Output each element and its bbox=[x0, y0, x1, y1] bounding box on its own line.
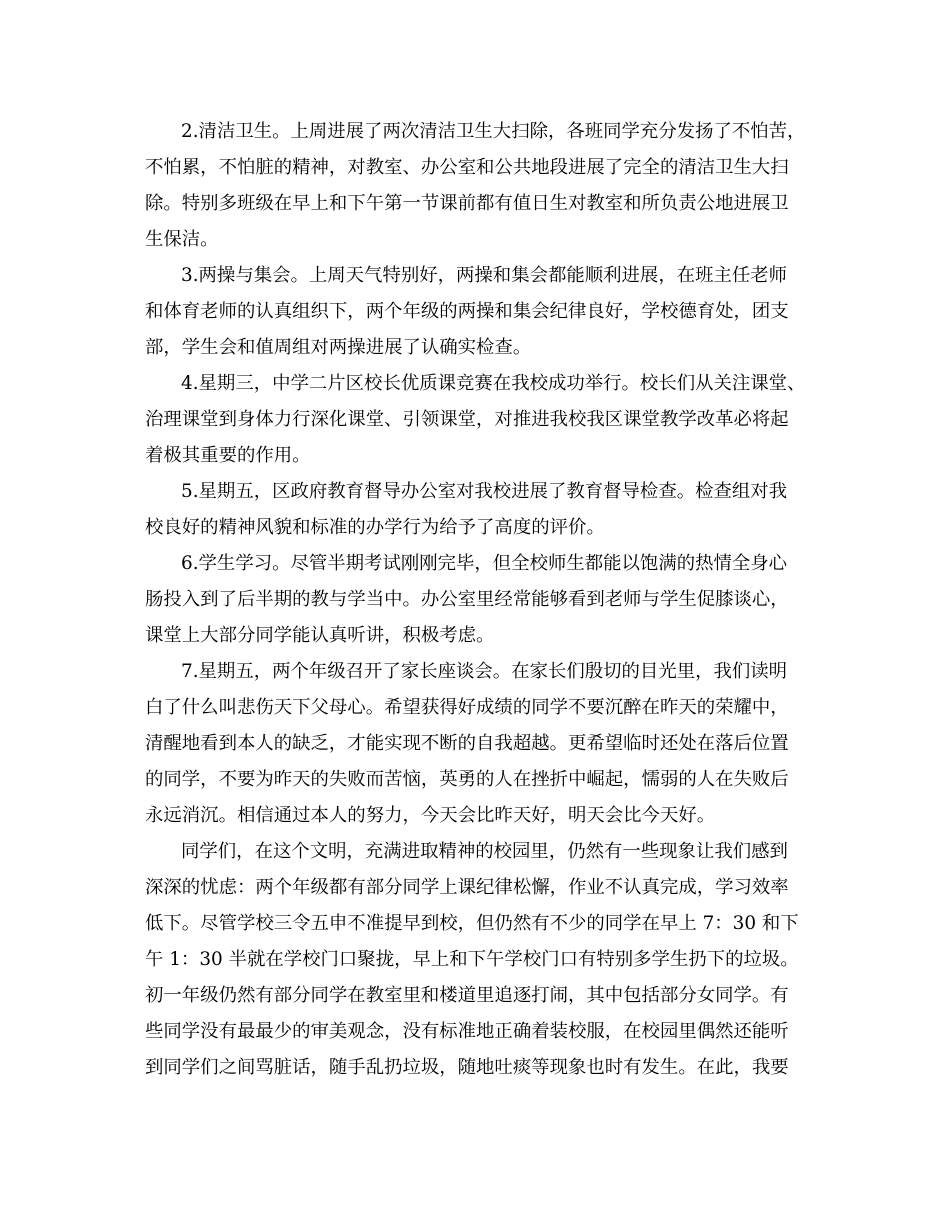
paragraph-line: 5.星期五，区政府教育督导办公室对我校进展了教育督导检查。检查组对我 bbox=[181, 481, 788, 502]
paragraph-line: 着极其重要的作用。 bbox=[145, 445, 311, 466]
paragraph-line: 肠投入到了后半期的教与学当中。办公室里经常能够看到老师与学生促膝谈心， bbox=[145, 589, 789, 610]
paragraph-line: 永远消沉。相信通过本人的努力，今天会比昨天好，明天会比今天好。 bbox=[145, 805, 716, 826]
paragraph-line: 校良好的精神风貌和标准的办学行为给予了高度的评价。 bbox=[145, 517, 605, 538]
paragraph-line: 治理课堂到身体力行深化课堂、引领课堂，对推进我校我区课堂教学改革必将起 bbox=[145, 409, 789, 430]
paragraph-line: 同学们，在这个文明，充满进取精神的校园里，仍然有一些现象让我们感到 bbox=[181, 841, 788, 862]
paragraph-line: 和体育老师的认真组织下，两个年级的两操和集会纪律良好，学校德育处，团支 bbox=[145, 301, 789, 322]
paragraph-line: 的同学，不要为昨天的失败而苦恼，英勇的人在挫折中崛起，懦弱的人在失败后 bbox=[145, 769, 789, 790]
paragraph-line: 部，学生会和值周组对两操进展了认确实检查。 bbox=[145, 337, 532, 358]
paragraph-line: 4.星期三，中学二片区校长优质课竞赛在我校成功举行。校长们从关注课堂、 bbox=[181, 373, 806, 394]
paragraph-line: 午 1：30 半就在学校门口聚拢，早上和下午学校门口有特别多学生扔下的垃圾。 bbox=[145, 949, 799, 970]
paragraph-line: 2.清洁卫生。上周进展了两次清洁卫生大扫除，各班同学充分发扬了不怕苦， bbox=[181, 121, 806, 142]
paragraph-line: 些同学没有最最少的审美观念，没有标准地正确着装校服，在校园里偶然还能听 bbox=[145, 1021, 789, 1042]
paragraph-line: 白了什么叫悲伤天下父母心。希望获得好成绩的同学不要沉醉在昨天的荣耀中， bbox=[145, 697, 789, 718]
paragraph-line: 生保洁。 bbox=[145, 229, 219, 250]
paragraph-line: 到同学们之间骂脏话，随手乱扔垃圾，随地吐痰等现象也时有发生。在此，我要 bbox=[145, 1057, 789, 1078]
paragraph-line: 深深的忧虑：两个年级都有部分同学上课纪律松懈，作业不认真完成，学习效率 bbox=[145, 877, 789, 898]
paragraph-line: 低下。尽管学校三令五申不准提早到校，但仍然有不少的同学在早上 7：30 和下 bbox=[145, 913, 799, 934]
paragraph-line: 初一年级仍然有部分同学在教室里和楼道里追逐打闹，其中包括部分女同学。有 bbox=[145, 985, 789, 1006]
document-body bbox=[145, 114, 805, 1086]
paragraph-line: 清醒地看到本人的缺乏，才能实现不断的自我超越。更希望临时还处在落后位置 bbox=[145, 733, 789, 754]
paragraph-line: 7.星期五，两个年级召开了家长座谈会。在家长们殷切的目光里，我们读明 bbox=[181, 661, 788, 682]
paragraph-line: 6.学生学习。尽管半期考试刚刚完毕，但全校师生都能以饱满的热情全身心 bbox=[181, 553, 788, 574]
paragraph-line: 3.两操与集会。上周天气特别好，两操和集会都能顺利进展，在班主任老师 bbox=[181, 265, 788, 286]
paragraph-line: 课堂上大部分同学能认真听讲，积极考虑。 bbox=[145, 625, 495, 646]
paragraph-line: 不怕累，不怕脏的精神，对教室、办公室和公共地段进展了完全的清洁卫生大扫 bbox=[145, 157, 789, 178]
paragraph-line: 除。特别多班级在早上和下午第一节课前都有值日生对教室和所负责公地进展卫 bbox=[145, 193, 789, 214]
